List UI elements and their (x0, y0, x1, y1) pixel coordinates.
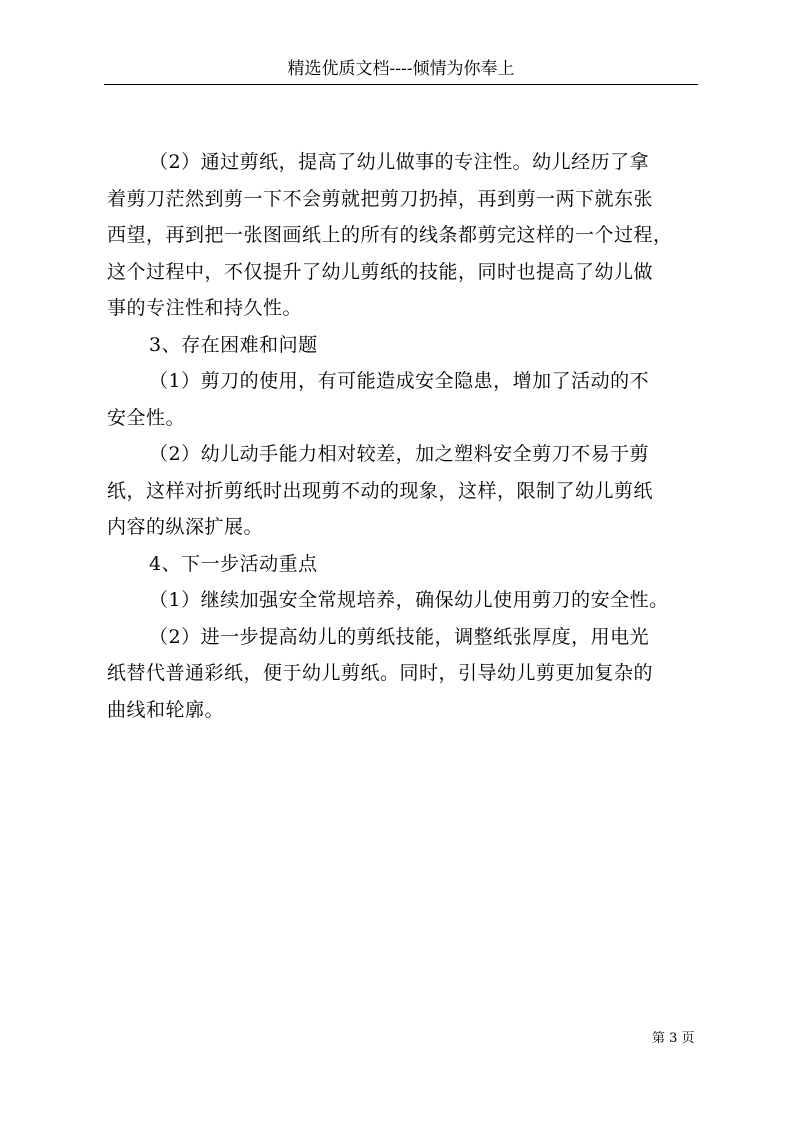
paragraph-line: 事的专注性和持久性。 (107, 297, 303, 319)
paragraph-line: （2）通过剪纸，提高了幼儿做事的专注性。幼儿经历了拿 (149, 151, 650, 173)
paragraph-line: （1）继续加强安全常规培养，确保幼儿使用剪刀的安全性。 (149, 589, 669, 611)
section-heading: 3、存在困难和问题 (149, 333, 318, 356)
paragraph-line: 这个过程中，不仅提升了幼儿剪纸的技能，同时也提高了幼儿做 (107, 260, 654, 283)
header-text: 精选优质文档----倾情为你奉上 (287, 59, 515, 79)
paragraph-line: （2）幼儿动手能力相对较差，加之塑料安全剪刀不易于剪 (149, 443, 650, 465)
document-body (107, 144, 707, 728)
paragraph-line: 西望，再到把一张图画纸上的所有的线条都剪完这样的一个过程， (107, 224, 673, 246)
paragraph-line: （1）剪刀的使用，有可能造成安全隐患，增加了活动的不 (149, 370, 650, 392)
paragraph-line: 纸替代普通彩纸，便于幼儿剪纸。同时，引导幼儿剪更加复杂的 (107, 662, 654, 684)
paragraph-line: （2）进一步提高幼儿的剪纸技能，调整纸张厚度，用电光 (149, 625, 650, 648)
page-header (104, 56, 698, 85)
paragraph-line: 内容的纵深扩展。 (107, 516, 264, 538)
paragraph-line: 安全性。 (107, 406, 186, 429)
paragraph-line: 纸，这样对折剪纸时出现剪不动的现象，这样，限制了幼儿剪纸 (107, 479, 654, 502)
section-heading: 4、下一步活动重点 (149, 552, 318, 575)
page-number: 第 3 页 (652, 1031, 695, 1046)
paragraph-line: 着剪刀茫然到剪一下不会剪就把剪刀扔掉，再到剪一两下就东张 (107, 187, 654, 210)
paragraph-line: 曲线和轮廓。 (107, 698, 225, 721)
